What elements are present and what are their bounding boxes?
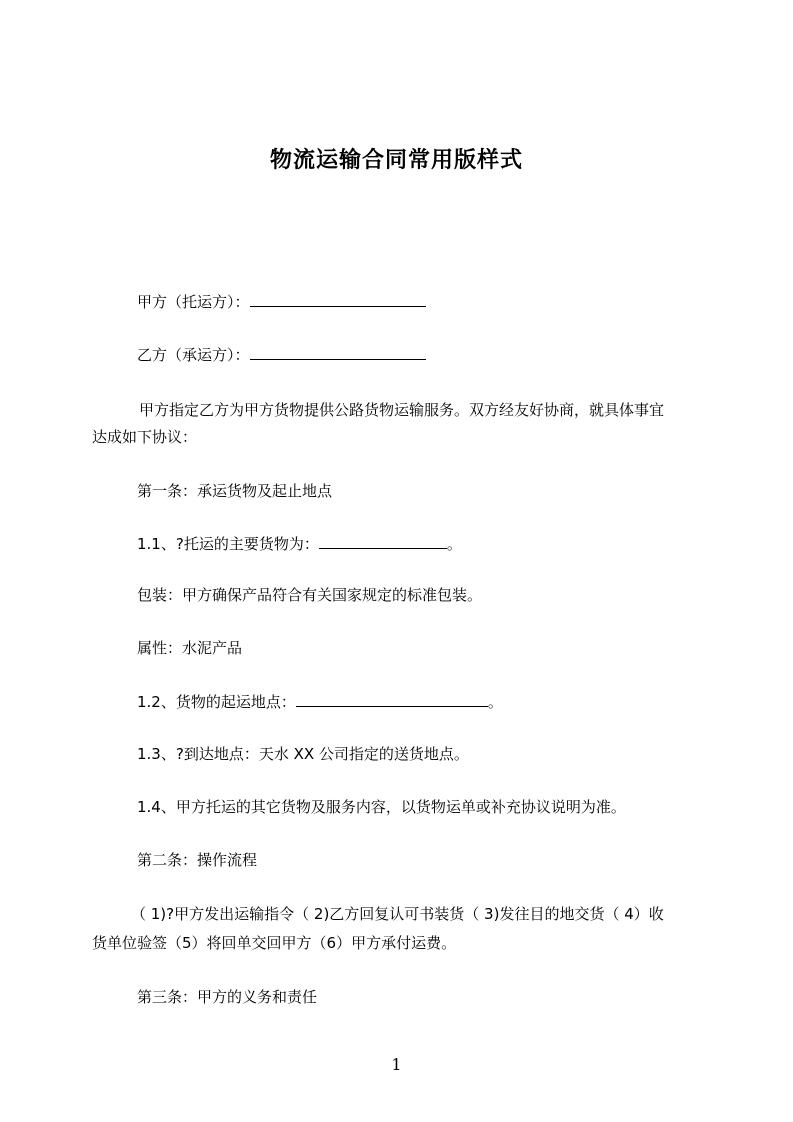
item-1-2-blank (296, 692, 488, 707)
item-1-3: 1.3、?到达地点：天水 XX 公司指定的送货地点。 (137, 745, 469, 763)
party-a-blank (250, 292, 426, 307)
document-title: 物流运输合同常用版样式 (269, 148, 523, 173)
article-3-heading: 第三条：甲方的义务和责任 (137, 988, 318, 1006)
party-b-label: 乙方（承运方）： (137, 346, 250, 364)
item-1-1 (137, 534, 462, 554)
party-b-blank (250, 345, 426, 360)
item-1-1-blank (319, 534, 447, 549)
item-1-2 (137, 692, 503, 712)
item-1-4: 1.4、甲方托运的其它货物及服务内容，以货物运单或补充协议说明为准。 (137, 798, 626, 816)
page-number: 1 (391, 1055, 402, 1074)
process-line-2: 货单位验签（5）将回单交回甲方（6）甲方承付运费。 (92, 934, 457, 952)
attribute-text: 属性：水泥产品 (137, 639, 243, 657)
item-1-2-label: 1.2、货物的起运地点： (137, 693, 296, 711)
item-1-2-suffix: 。 (487, 693, 503, 711)
packaging-text: 包装：甲方确保产品符合有关国家规定的标准包装。 (137, 586, 483, 604)
item-1-1-suffix: 。 (446, 535, 462, 553)
article-1-heading: 第一条：承运货物及起止地点 (137, 482, 333, 500)
article-2-heading: 第二条：操作流程 (137, 851, 258, 869)
item-1-1-label: 1.1、?托运的主要货物为： (137, 535, 319, 553)
party-a-label: 甲方（托运方）： (137, 293, 250, 311)
party-b-line (137, 345, 426, 365)
intro-line-2: 达成如下协议： (92, 428, 198, 446)
process-line-1: （ 1)?甲方发出运输指令（ 2)乙方回复认可书装货（ 3)发往目的地交货（ 4）收 (131, 905, 664, 923)
party-a-line (137, 292, 426, 312)
intro-line-1: 甲方指定乙方为甲方货物提供公路货物运输服务。双方经友好协商，就具体事宜 (139, 401, 665, 419)
